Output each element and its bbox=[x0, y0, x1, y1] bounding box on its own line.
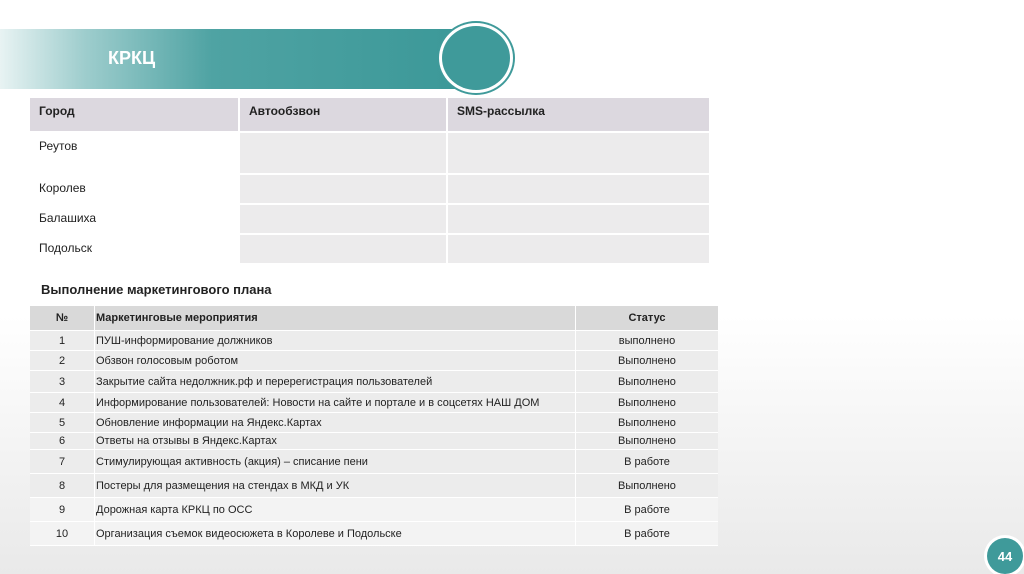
row-number: 1 bbox=[30, 331, 95, 351]
table-row bbox=[30, 132, 709, 174]
status-cell: выполнено bbox=[576, 331, 719, 351]
status-cell: Выполнено bbox=[576, 474, 719, 498]
row-number: 10 bbox=[30, 522, 95, 546]
city-cell: Балашиха bbox=[30, 204, 239, 234]
row-number: 5 bbox=[30, 413, 95, 433]
table-row bbox=[30, 413, 718, 433]
status-cell: Выполнено bbox=[576, 433, 719, 450]
city-cell: Королев bbox=[30, 174, 239, 204]
autocall-cell bbox=[239, 234, 447, 264]
city-table-header bbox=[30, 98, 709, 132]
activity-cell: Закрытие сайта недолжник.рф и перерегистрация пользователей bbox=[95, 371, 576, 393]
table-row bbox=[30, 331, 718, 351]
row-number: 3 bbox=[30, 371, 95, 393]
activity-cell: Ответы на отзывы в Яндекс.Картах bbox=[95, 433, 576, 450]
table-row bbox=[30, 204, 709, 234]
status-cell: В работе bbox=[576, 498, 719, 522]
section-title: Выполнение маркетингового плана bbox=[41, 282, 272, 297]
activity-cell: Информирование пользователей: Новости на сайте и портале и в соцсетях НАШ ДОМ bbox=[95, 393, 576, 413]
status-cell: Выполнено bbox=[576, 393, 719, 413]
col-header-status: Статус bbox=[576, 306, 719, 331]
table-row bbox=[30, 174, 709, 204]
activity-cell: ПУШ-информирование должников bbox=[95, 331, 576, 351]
page-number-badge: 44 bbox=[987, 538, 1023, 574]
sms-cell bbox=[447, 132, 709, 174]
header-circle-decoration bbox=[442, 26, 510, 90]
col-header-city: Город bbox=[30, 98, 239, 132]
activity-cell: Стимулирующая активность (акция) – списание пени bbox=[95, 450, 576, 474]
row-number: 9 bbox=[30, 498, 95, 522]
table-row bbox=[30, 450, 718, 474]
row-number: 8 bbox=[30, 474, 95, 498]
activity-cell: Организация съемок видеосюжета в Королеве и Подольске bbox=[95, 522, 576, 546]
table-row bbox=[30, 393, 718, 413]
row-number: 6 bbox=[30, 433, 95, 450]
col-header-autocall: Автообзвон bbox=[239, 98, 447, 132]
marketing-table-header bbox=[30, 306, 718, 331]
status-cell: В работе bbox=[576, 450, 719, 474]
sms-cell bbox=[447, 234, 709, 264]
row-number: 7 bbox=[30, 450, 95, 474]
table-row bbox=[30, 433, 718, 450]
city-cell: Реутов bbox=[30, 132, 239, 174]
activity-cell: Дорожная карта КРКЦ по ОСС bbox=[95, 498, 576, 522]
slide-title: КРКЦ bbox=[108, 48, 156, 68]
marketing-plan-table bbox=[30, 306, 718, 546]
autocall-cell bbox=[239, 174, 447, 204]
col-header-activity: Маркетинговые мероприятия bbox=[95, 306, 576, 331]
city-cell: Подольск bbox=[30, 234, 239, 264]
status-cell: Выполнено bbox=[576, 371, 719, 393]
col-header-number: № bbox=[30, 306, 95, 331]
status-cell: Выполнено bbox=[576, 351, 719, 371]
activity-cell: Постеры для размещения на стендах в МКД и УК bbox=[95, 474, 576, 498]
status-cell: Выполнено bbox=[576, 413, 719, 433]
sms-cell bbox=[447, 174, 709, 204]
autocall-cell bbox=[239, 132, 447, 174]
header-band bbox=[0, 29, 470, 89]
table-row bbox=[30, 371, 718, 393]
row-number: 2 bbox=[30, 351, 95, 371]
autocall-cell bbox=[239, 204, 447, 234]
table-row bbox=[30, 474, 718, 498]
table-row bbox=[30, 234, 709, 264]
activity-cell: Обзвон голосовым роботом bbox=[95, 351, 576, 371]
row-number: 4 bbox=[30, 393, 95, 413]
status-cell: В работе bbox=[576, 522, 719, 546]
table-row bbox=[30, 498, 718, 522]
city-table bbox=[30, 98, 709, 265]
table-row bbox=[30, 351, 718, 371]
col-header-sms: SMS-рассылка bbox=[447, 98, 709, 132]
table-row bbox=[30, 522, 718, 546]
activity-cell: Обновление информации на Яндекс.Картах bbox=[95, 413, 576, 433]
sms-cell bbox=[447, 204, 709, 234]
